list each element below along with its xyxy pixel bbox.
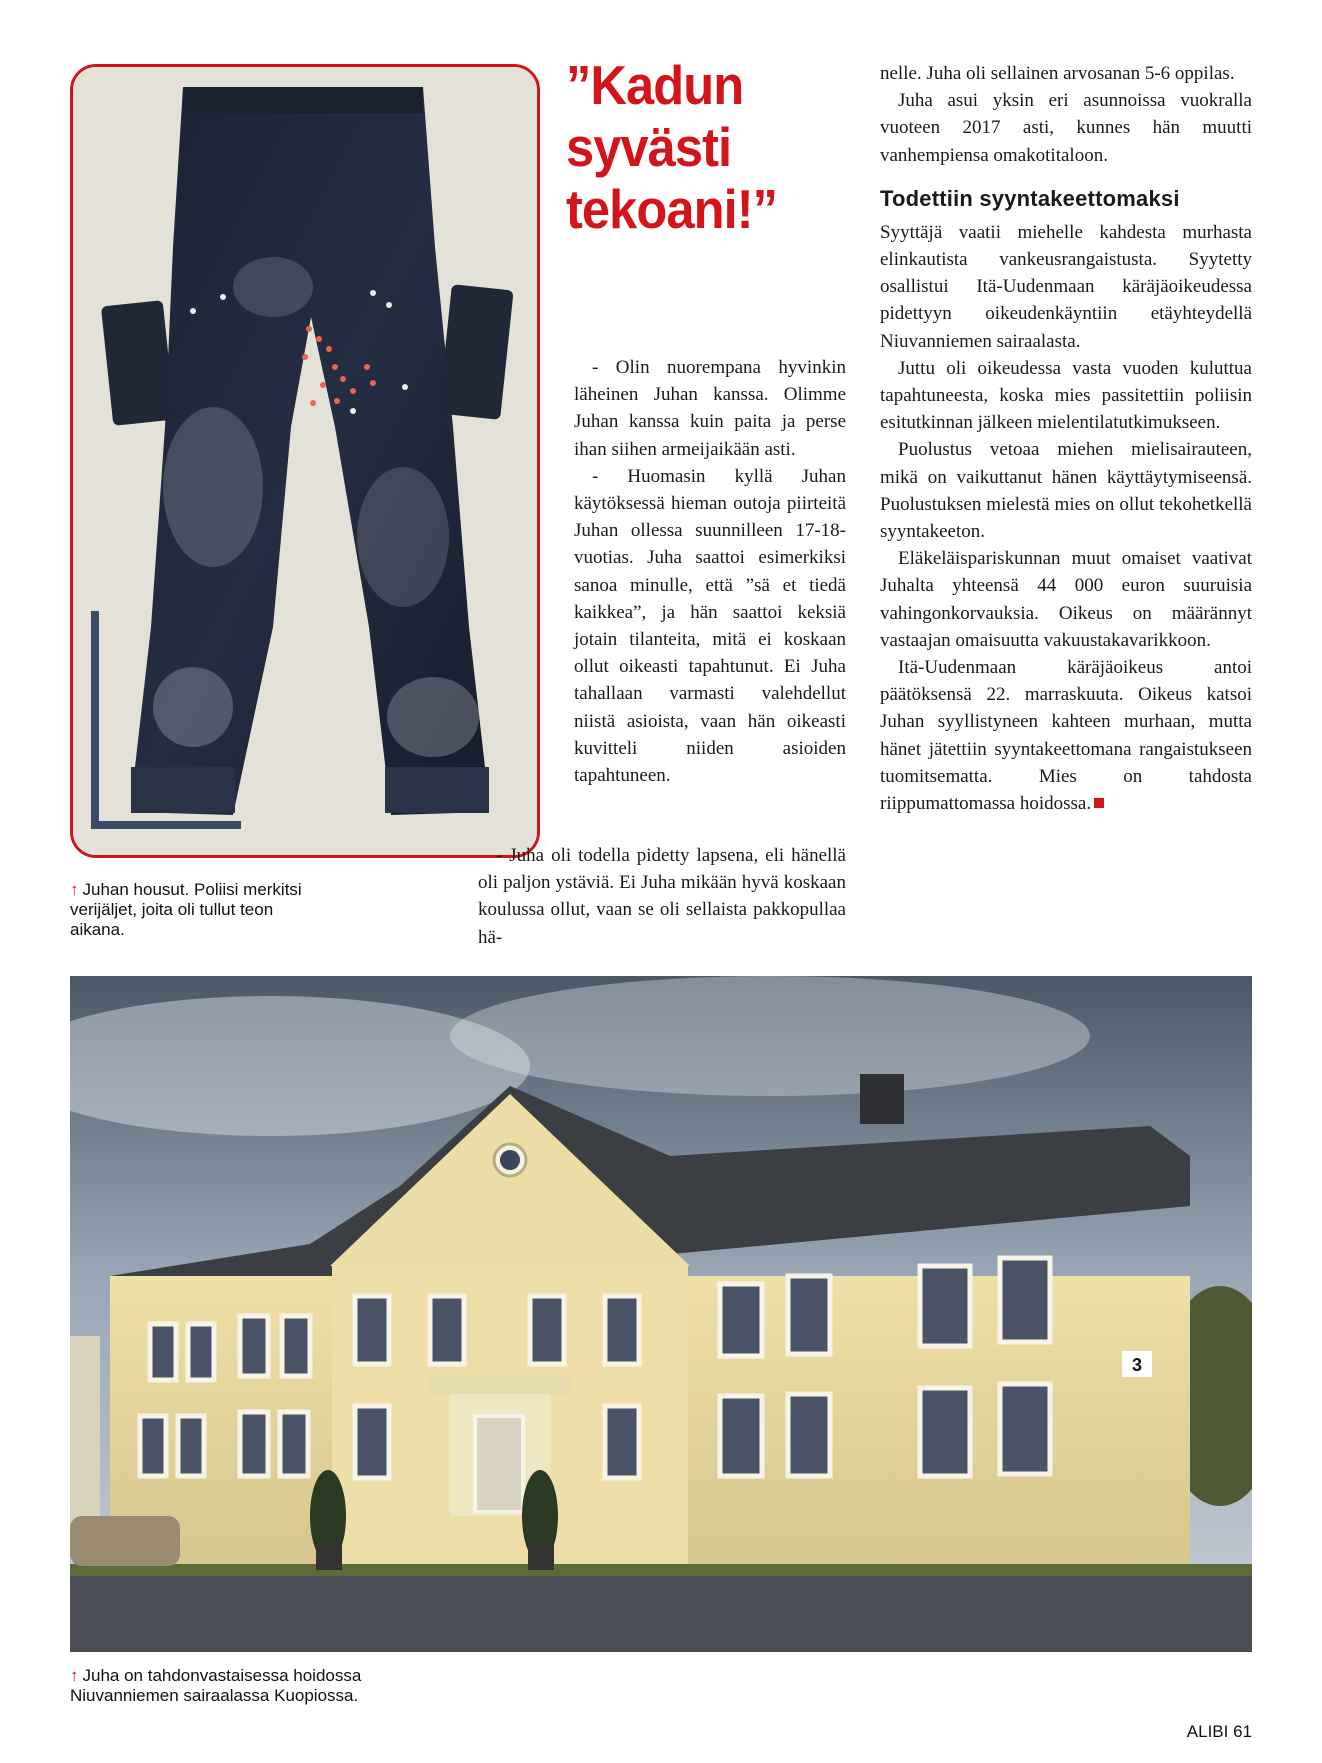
paragraph-final: Itä-Uudenmaan käräjäoikeus antoi päätöksensä 22. marraskuuta. Oikeus katsoi Juhan syyllistyneen kahteen murhaan, mutta hänet jätettiin syyntakeettomana rangaistukseen tuomitsematta. Mies on tahdosta riippumattomassa hoidossa. [880, 657, 1252, 815]
body-column-middle-wide [478, 842, 846, 951]
paragraph: Juttu oli oikeudessa vasta vuoden kuluttua tapahtuneesta, koska mies passitettiin poliisin esitutkinnan jälkeen mielentilatutkimukseen. [880, 357, 1252, 434]
building-number: 3 [1131, 1355, 1143, 1375]
building-caption: ↑ Juha on tahdonvastaisessa hoidossa Niuvanniemen sairaalassa Kuopiossa. [70, 1666, 362, 1705]
subheading: Todettiin syyntakeettomaksi [880, 185, 1180, 211]
hospital-building-photo [70, 976, 1252, 1652]
arrow-up-icon: ↑ [70, 880, 79, 899]
page-footer: ALIBI 61 [1186, 1722, 1252, 1741]
arrow-up-icon: ↑ [70, 1666, 79, 1685]
body-column-middle [574, 354, 846, 789]
headline: ”Kadun syvästi tekoani!” [566, 54, 778, 240]
paragraph: - Olin nuorempana hyvinkin läheinen Juhan kanssa. Olimme Juhan kanssa kuin paita ja perse ihan siihen armeijaikään asti. [574, 357, 846, 460]
end-of-article-mark [1094, 798, 1104, 808]
paragraph: - Huomasin kyllä Juhan käytöksessä hieman outoja piirteitä Juhan ollessa suunnilleen 17-18-vuotias. Juha saattoi esimerkiksi sanoa minulle, että ”sä et tiedä kaikkea”, ja hän saattoi keksiä jotain tilanteita, mitä ei koskaan ollut oikeasti tapahtunut. Ei Juha tahallaan varmasti valehdellut niistä asioista, vaan hän oikeasti kuvitteli niiden asioiden tapahtuneen. [574, 465, 846, 787]
paragraph: Syyttäjä vaatii miehelle kahdesta murhasta elinkautista vankeusrangaistusta. Syytetty osallistui Itä-Uudenmaan käräjäoikeudessa pidettyyn oikeudenkäyntiin etäyhteydellä Niuvanniemen sairaalasta. [880, 221, 1252, 352]
paragraph: - Juha oli todella pidetty lapsena, eli hänellä oli paljon ystäviä. Ei Juha mikään hyvä koskaan koulussa ollut, vaan se oli sellaista pakkopullaa hä- [478, 845, 846, 948]
trousers-photo [70, 64, 540, 858]
paragraph: Eläkeläispariskunnan muut omaiset vaativat Juhalta yhteensä 44 000 euron suuruisia vahingonkorvauksia. Oikeus on määrännyt vastaajan omaisuutta vakuustakavarikkoon. [880, 548, 1252, 651]
paragraph: Juha asui yksin eri asunnoissa vuokralla vuoteen 2017 asti, kunnes hän muutti vanhempiensa omakotitaloon. [880, 90, 1252, 166]
body-column-right [880, 60, 1252, 817]
trousers-caption: ↑ Juhan housut. Poliisi merkitsi verijäljet, joita oli tullut teon aikana. [70, 880, 302, 939]
paragraph: nelle. Juha oli sellainen arvosanan 5-6 oppilas. [880, 63, 1235, 84]
paragraph: Puolustus vetoaa miehen mielisairauteen, mikä on vaikuttanut hänen käyttäytymiseensä. Puolustuksen mielestä mies on ollut tekohetkellä syyntakeeton. [880, 439, 1252, 543]
